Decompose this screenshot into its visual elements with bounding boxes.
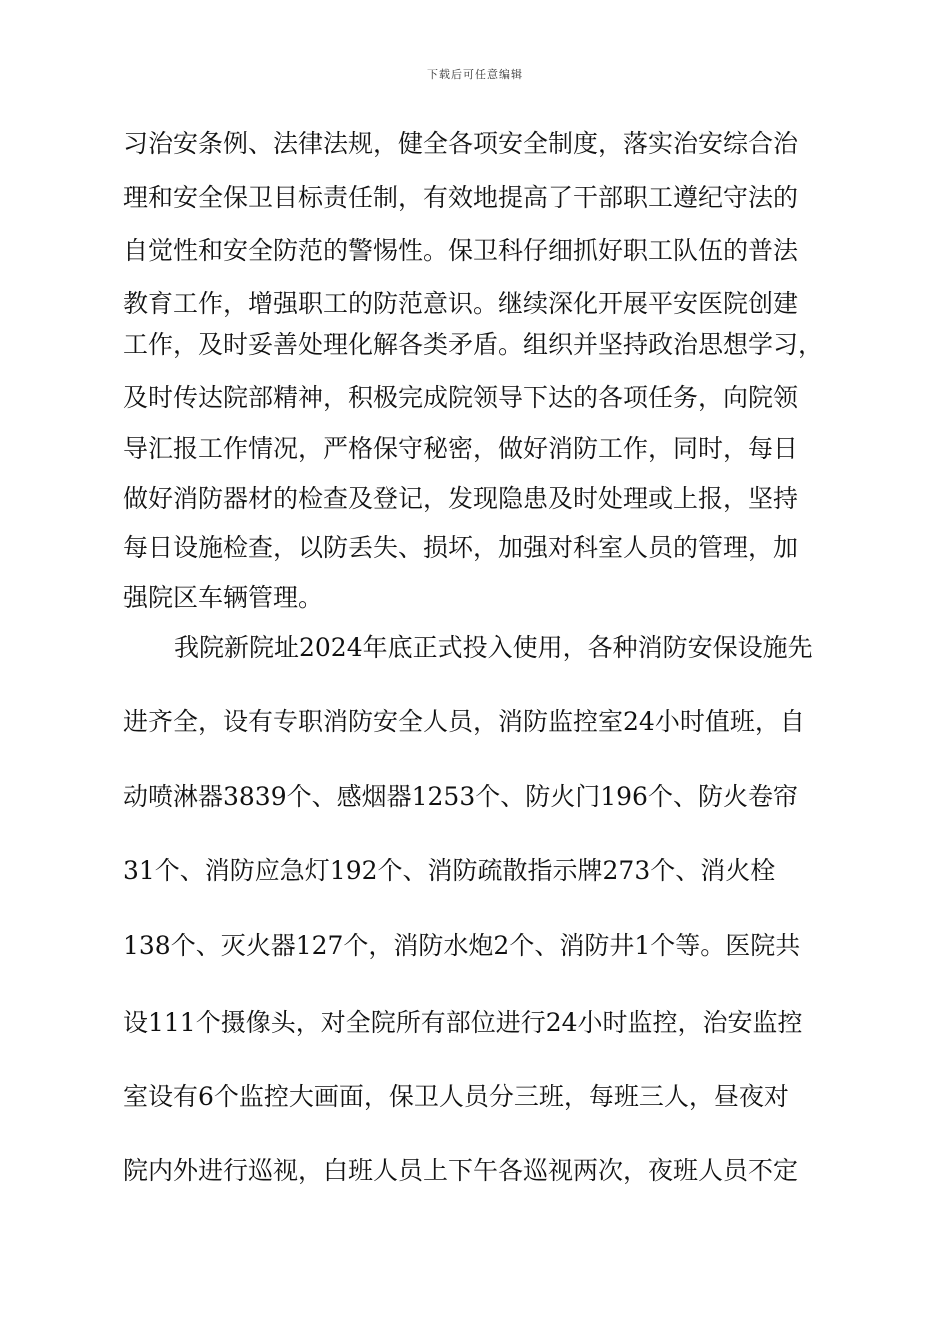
paragraph-1-line-7: 导汇报工作情况，严格保守秘密，做好消防工作，同时，每日 <box>123 434 799 463</box>
paragraph-2-line-6: 设111个摄像头，对全院所有部位进行24小时监控，治安监控 <box>123 1008 803 1037</box>
paragraph-2-line-2: 进齐全，设有专职消防安全人员，消防监控室24小时值班，自 <box>123 707 805 736</box>
paragraph-2-line-7: 室设有6个监控大画面，保卫人员分三班，每班三人，昼夜对 <box>123 1082 789 1111</box>
paragraph-1-line-10: 强院区车辆管理。 <box>123 583 324 612</box>
paragraph-1-line-1: 习治安条例、法律法规，健全各项安全制度，落实治安综合治 <box>123 129 799 158</box>
paragraph-2-line-8: 院内外进行巡视，白班人员上下午各巡视两次，夜班人员不定 <box>123 1156 799 1185</box>
paragraph-2-line-4: 31个、消防应急灯192个、消防疏散指示牌273个、消火栓 <box>123 856 776 885</box>
paragraph-1-line-8: 做好消防器材的检查及登记，发现隐患及时处理或上报，坚持 <box>123 484 799 513</box>
paragraph-2-line-1: 我院新院址2024年底正式投入使用，各种消防安保设施先 <box>174 633 813 662</box>
paragraph-2-line-5: 138个、灭火器127个，消防水炮2个、消防井1个等。医院共 <box>123 931 801 960</box>
page-header: 下载后可任意编辑 <box>427 68 523 81</box>
paragraph-2-line-3: 动喷淋器3839个、感烟器1253个、防火门196个、防火卷帘 <box>123 782 798 811</box>
paragraph-1-line-5: 工作，及时妥善处理化解各类矛盾。组织并坚持政治思想学习， <box>123 330 824 359</box>
paragraph-1-line-2: 理和安全保卫目标责任制，有效地提高了干部职工遵纪守法的 <box>123 183 799 212</box>
paragraph-1-line-3: 自觉性和安全防范的警惕性。保卫科仔细抓好职工队伍的普法 <box>123 236 799 265</box>
paragraph-1-line-9: 每日设施检查，以防丢失、损坏，加强对科室人员的管理，加 <box>123 533 799 562</box>
paragraph-1-line-4: 教育工作，增强职工的防范意识。继续深化开展平安医院创建 <box>123 289 799 318</box>
paragraph-1-line-6: 及时传达院部精神，积极完成院领导下达的各项任务，向院领 <box>123 383 799 412</box>
